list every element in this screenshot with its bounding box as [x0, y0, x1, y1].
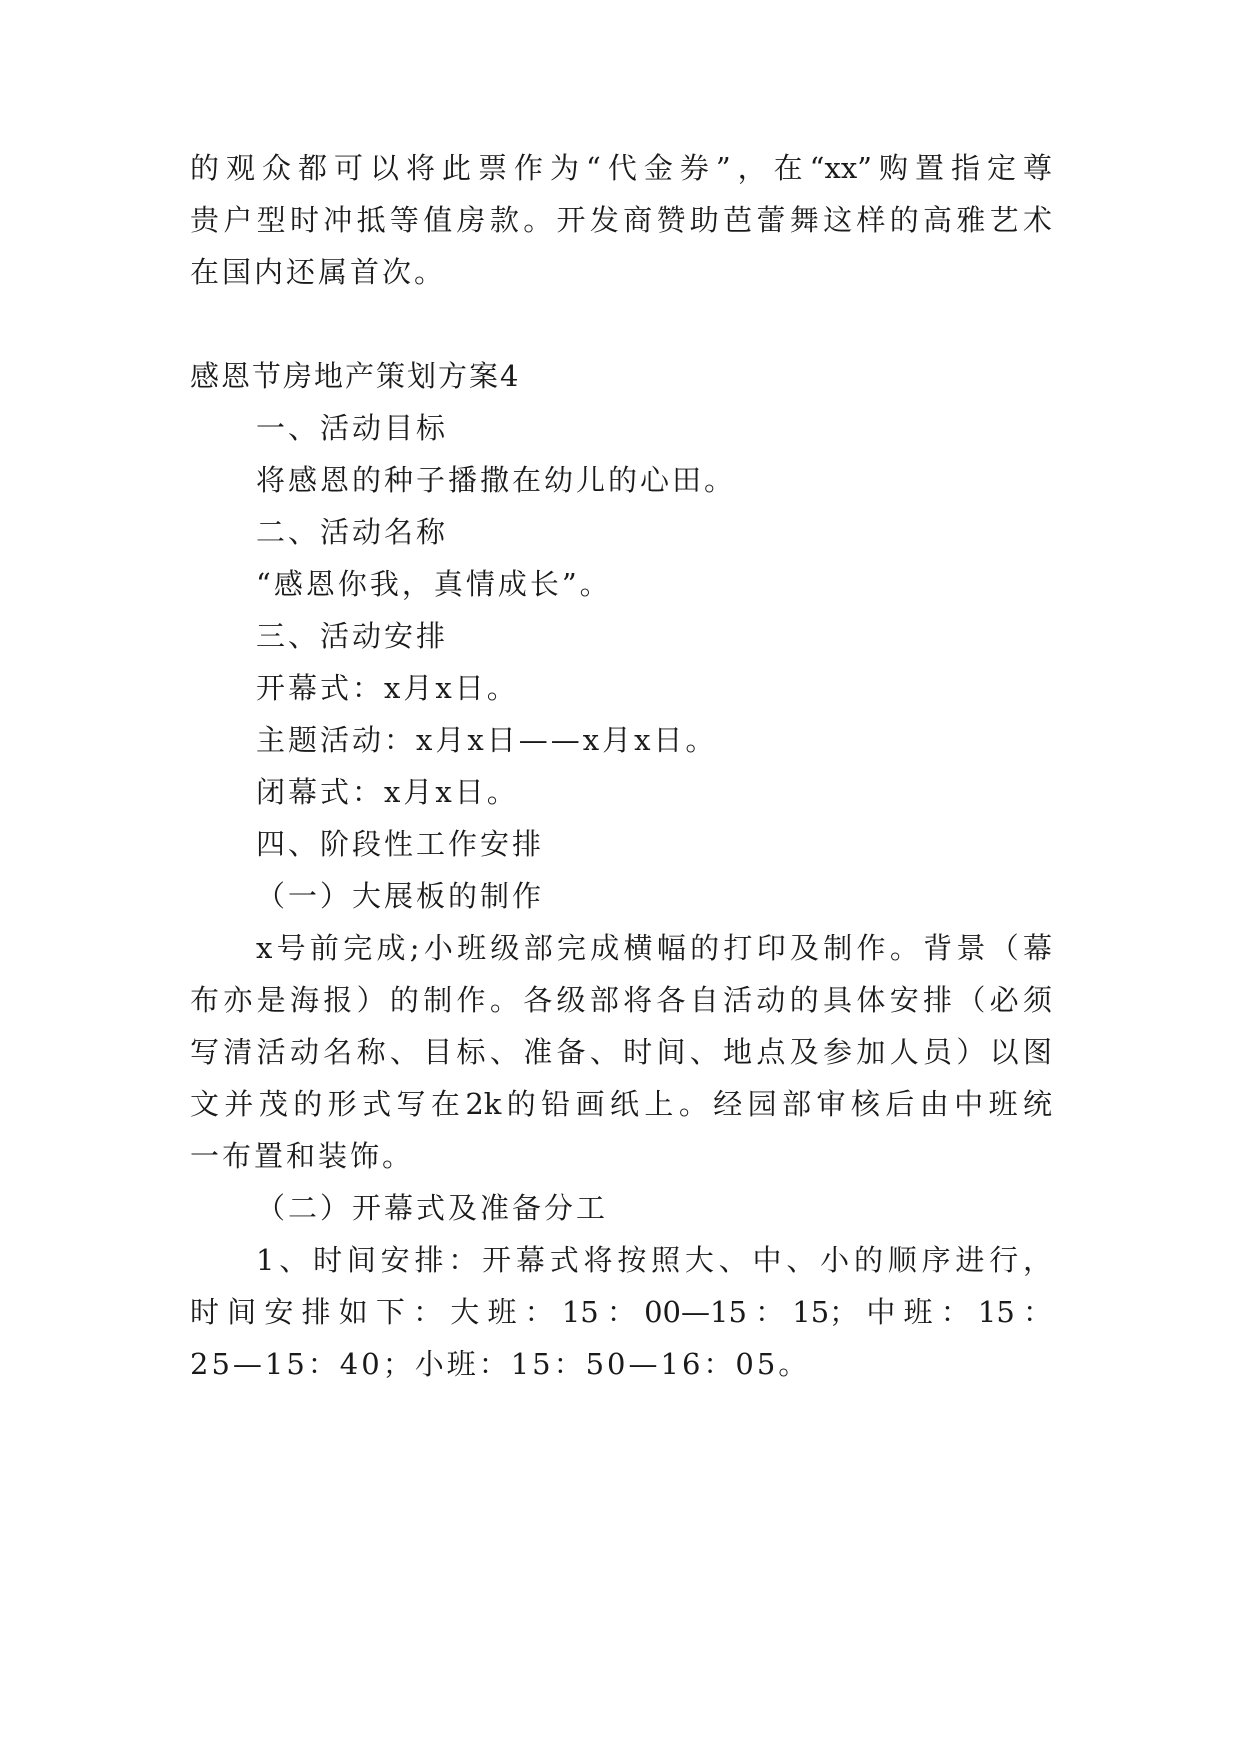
- schedule-theme: 主题活动：x月x日——x月x日。: [256, 723, 718, 757]
- board-line-3: 写清活动名称、目标、准备、时间、地点及参加人员）以图: [190, 1035, 1052, 1069]
- name-text: “感恩你我，真情成长”。: [256, 567, 612, 601]
- time-line-3: 25—15：40；小班：15：50—16：05。: [190, 1347, 811, 1381]
- schedule-opening: 开幕式：x月x日。: [256, 671, 519, 705]
- heading-schedule: 三、活动安排: [256, 619, 449, 653]
- board-line-4: 文并茂的形式写在2k的铅画纸上。经园部审核后由中班统: [190, 1087, 1052, 1121]
- heading-name: 二、活动名称: [256, 515, 449, 549]
- subheading-opening: （二）开幕式及准备分工: [256, 1191, 609, 1225]
- subheading-board: （一）大展板的制作: [256, 879, 545, 913]
- time-line-1: 1、时间安排：开幕式将按照大、中、小的顺序进行，: [256, 1243, 1052, 1277]
- heading-goal: 一、活动目标: [256, 411, 449, 445]
- intro-line-3: 在国内还属首次。: [190, 255, 447, 289]
- goal-text: 将感恩的种子播撒在幼儿的心田。: [256, 463, 737, 497]
- board-line-2: 布亦是海报）的制作。各级部将各自活动的具体安排（必须: [190, 983, 1052, 1017]
- board-line-5: 一布置和装饰。: [190, 1139, 415, 1173]
- time-line-2: 时间安排如下：大班：15：00—15：15；中班：15：: [190, 1295, 1052, 1329]
- intro-line-1: 的观众都可以将此票作为“代金券”，在“xx”购置指定尊: [190, 151, 1052, 185]
- intro-line-2: 贵户型时冲抵等值房款。开发商赞助芭蕾舞这样的高雅艺术: [190, 203, 1052, 237]
- heading-stages: 四、阶段性工作安排: [256, 827, 545, 861]
- schedule-closing: 闭幕式：x月x日。: [256, 775, 519, 809]
- board-line-1: x号前完成;小班级部完成横幅的打印及制作。背景（幕: [256, 931, 1052, 965]
- section-title: 感恩节房地产策划方案4: [190, 359, 521, 393]
